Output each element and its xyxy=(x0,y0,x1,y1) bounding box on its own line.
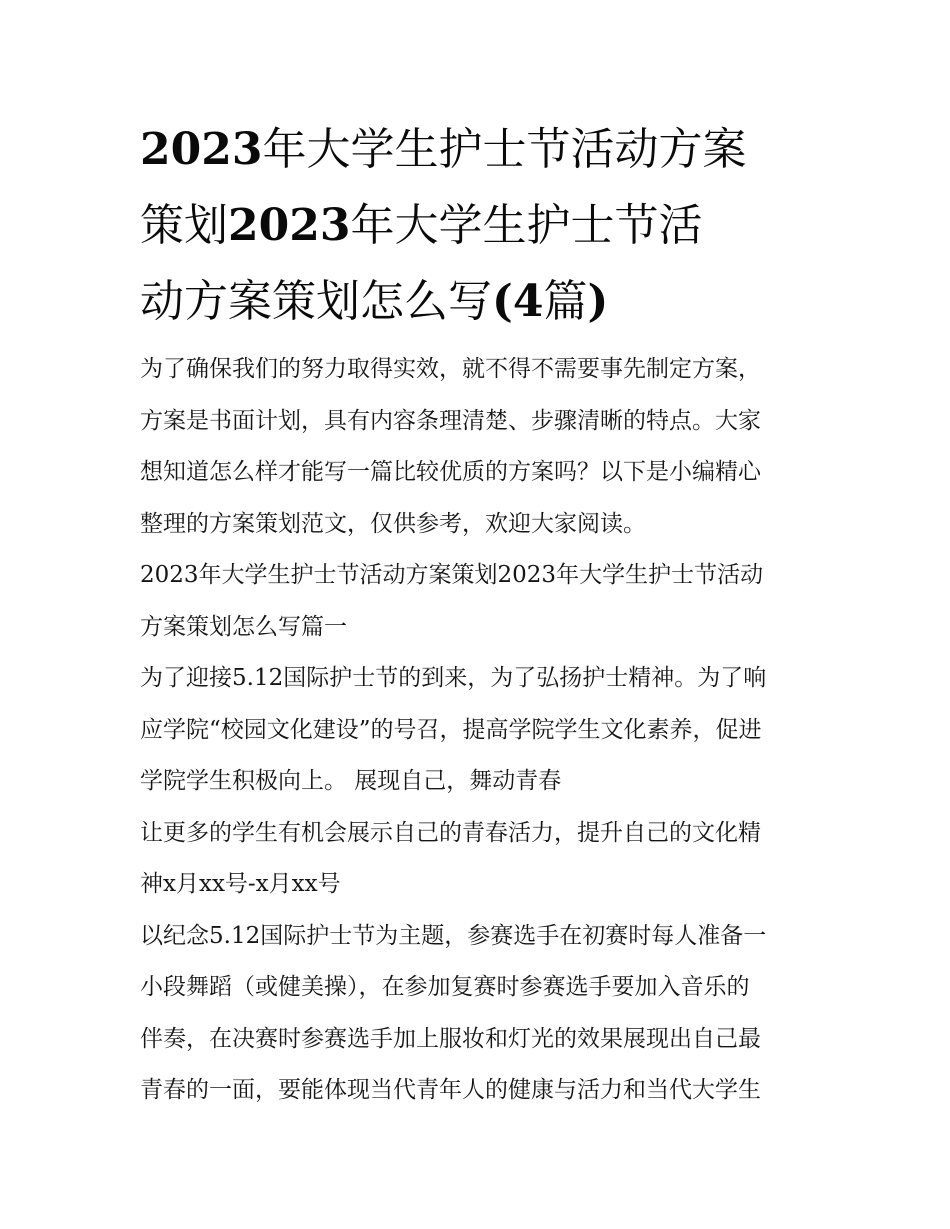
title-line: 动方案策划怎么写(4篇) xyxy=(140,276,609,327)
text-line: 学院学生积极向上。 展现自己，舞动青春 xyxy=(140,768,562,794)
document-content xyxy=(140,112,812,1117)
text-line: 青春的一面，要能体现当代青年人的健康与活力和当代大学生 xyxy=(140,1077,761,1103)
document-body xyxy=(140,344,812,1117)
text-line: 方案是书面计划，具有内容条理清楚、步骤清晰的特点。大家 xyxy=(140,407,761,434)
section-heading-paragraph xyxy=(140,550,812,653)
title-line: 策划2023年大学生护士节活 xyxy=(140,200,703,251)
title-line: 2023年大学生护士节活动方案 xyxy=(140,124,747,175)
text-line: 以纪念5.12国际护士节为主题，参赛选手在初赛时每人准备一 xyxy=(140,922,767,949)
text-line: 伴奏，在决赛时参赛选手加上服妆和灯光的效果展现出自己最 xyxy=(140,1025,761,1052)
text-line: 应学院“校园文化建设”的号召，提高学院学生文化素养，促进 xyxy=(140,716,762,743)
text-line: 整理的方案策划范文，仅供参考，欢迎大家阅读。 xyxy=(140,510,646,537)
goal-paragraph xyxy=(140,808,812,911)
purpose-paragraph xyxy=(140,653,812,808)
text-line: 让更多的学生有机会展示自己的青春活力，提升自己的文化精 xyxy=(140,819,761,846)
text-line: 2023年大学生护士节活动方案策划2023年大学生护士节活动 xyxy=(140,562,764,588)
content-paragraph xyxy=(140,911,812,1117)
text-line: 方案策划怎么写篇一 xyxy=(140,613,347,640)
text-line: 为了确保我们的努力取得实效，就不得不需要事先制定方案， xyxy=(140,356,761,382)
text-line: 小段舞蹈（或健美操），在参加复赛时参赛选手要加入音乐的 xyxy=(140,974,750,1000)
text-line: 为了迎接5.12国际护士节的到来，为了弘扬护士精神。为了响 xyxy=(140,665,767,691)
document-title xyxy=(140,112,812,340)
text-line: 想知道怎么样才能写一篇比较优质的方案吗？以下是小编精心 xyxy=(140,459,761,485)
intro-paragraph xyxy=(140,344,812,550)
text-line: 神x月xx号-x月xx号 xyxy=(140,871,341,897)
